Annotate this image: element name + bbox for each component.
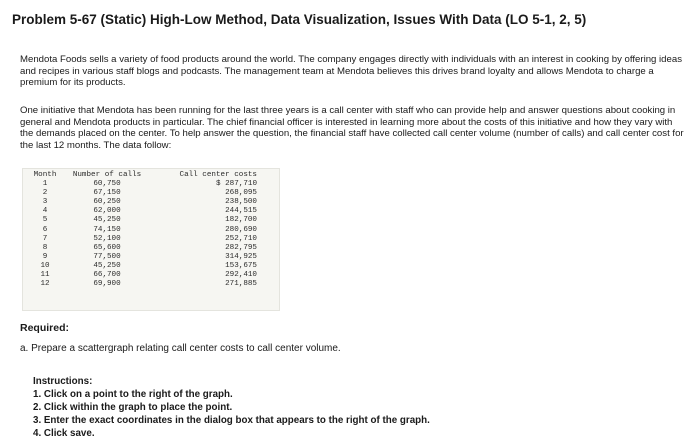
cell-costs: 268,095	[225, 189, 257, 198]
table-row	[23, 216, 265, 225]
cell-month: 10	[40, 261, 50, 270]
cell-month: 1	[42, 180, 48, 189]
table-row	[23, 280, 265, 289]
cell-calls: 52,100	[93, 234, 121, 243]
cell-calls: 60,750	[93, 180, 121, 189]
instruction-step: 1. Click on a point to the right of the graph.	[33, 389, 233, 400]
table-row	[23, 207, 265, 216]
instructions-heading: Instructions:	[33, 376, 93, 387]
table-row	[23, 271, 265, 280]
cell-month: 9	[42, 252, 48, 261]
header-month: Month	[33, 171, 57, 179]
cell-calls: 65,600	[93, 243, 121, 252]
cell-calls: 45,250	[93, 261, 121, 270]
cell-costs: 238,500	[225, 198, 257, 207]
cell-calls: 69,900	[93, 280, 121, 289]
cell-calls: 45,250	[93, 216, 121, 225]
cell-calls: 66,700	[93, 271, 121, 280]
cell-costs: 244,515	[225, 207, 257, 216]
initiative-paragraph: One initiative that Mendota has been running for the last three years is a call center with staff who can provide help and answer questions about cooking in general and Mendota products in particular. The chief financial officer is interested in learning more about the costs of this initiative and how they vary with the demands placed on the center. To help answer the question, the financial staff have collected call center volume (number of calls) and call center cost for the last 12 months. The data follow:	[20, 105, 684, 151]
part-a-prompt: a. Prepare a scattergraph relating call center costs to call center volume.	[20, 343, 341, 354]
data-table-image	[22, 168, 280, 311]
header-costs: Call center costs	[179, 171, 257, 179]
instructions-block	[33, 375, 430, 439]
table-row	[23, 198, 265, 207]
cell-calls: 77,500	[93, 252, 121, 261]
table-header-row	[23, 171, 265, 180]
cell-calls: 67,150	[93, 189, 121, 198]
table-row	[23, 180, 265, 189]
cell-costs: $ 287,710	[215, 180, 257, 189]
cell-month: 3	[42, 198, 48, 207]
cell-costs: 271,885	[225, 280, 257, 289]
required-label: Required:	[20, 322, 70, 334]
table-row	[23, 244, 265, 253]
cell-month: 11	[40, 271, 50, 280]
cell-month: 2	[42, 189, 48, 198]
cell-costs: 153,675	[225, 261, 257, 270]
table-row	[23, 235, 265, 244]
cell-costs: 314,925	[225, 252, 257, 261]
cell-month: 8	[42, 243, 48, 252]
cell-month: 6	[42, 225, 48, 234]
cell-costs: 252,710	[225, 234, 257, 243]
cell-calls: 62,000	[93, 207, 121, 216]
cell-month: 12	[40, 280, 50, 289]
data-table	[23, 171, 265, 289]
instructions-list	[33, 388, 430, 439]
instruction-step: 3. Enter the exact coordinates in the dialog box that appears to the right of the graph.	[33, 415, 430, 426]
table-row	[23, 189, 265, 198]
cell-month: 7	[42, 234, 48, 243]
cell-costs: 282,795	[225, 243, 257, 252]
table-row	[23, 226, 265, 235]
header-calls: Number of calls	[72, 171, 142, 179]
table-row	[23, 253, 265, 262]
cell-costs: 182,700	[225, 216, 257, 225]
cell-month: 5	[42, 216, 48, 225]
instruction-step: 4. Click save.	[33, 428, 95, 439]
instruction-step: 2. Click within the graph to place the point.	[33, 402, 233, 413]
cell-calls: 74,150	[93, 225, 121, 234]
cell-calls: 60,250	[93, 198, 121, 207]
cell-costs: 280,690	[225, 225, 257, 234]
cell-month: 4	[42, 207, 48, 216]
table-row	[23, 262, 265, 271]
intro-paragraph: Mendota Foods sells a variety of food products around the world. The company engages directly with individuals with an interest in cooking by offering ideas and recipes in various staff blogs and podcasts. The management team at Mendota believes this drives brand loyalty and allows Mendota to charge a premium for its products.	[20, 54, 682, 89]
problem-title: Problem 5-67 (Static) High-Low Method, Data Visualization, Issues With Data (LO 5-1, 2, 5)	[12, 12, 587, 27]
cell-costs: 292,410	[225, 271, 257, 280]
